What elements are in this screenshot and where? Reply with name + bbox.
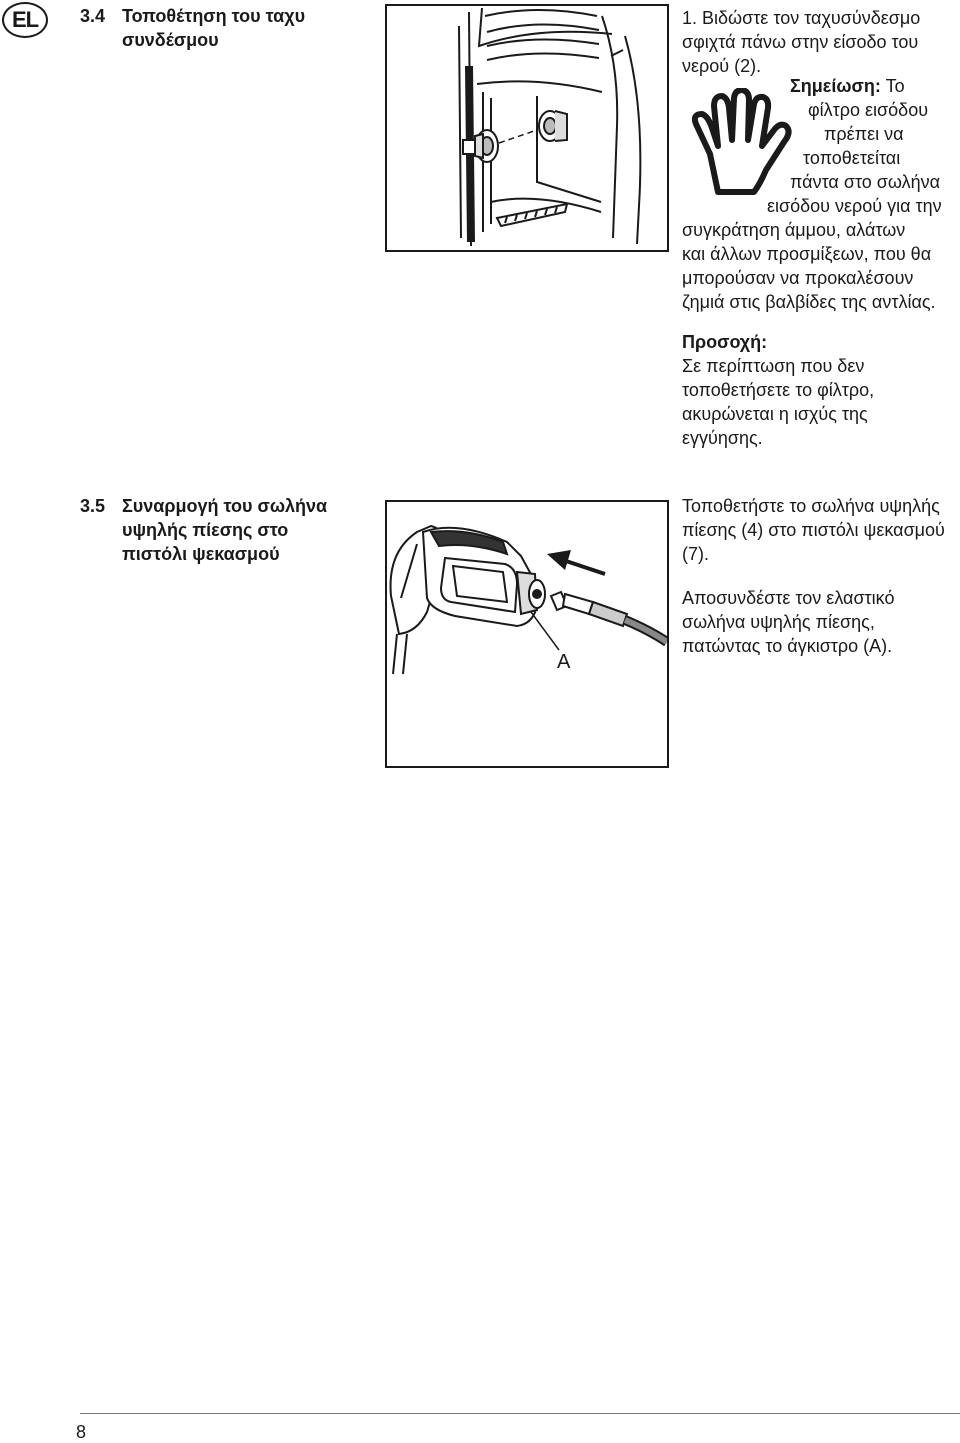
note-line-8: και άλλων προσμίξεων, που θα [682, 244, 932, 264]
note-line-7: συγκράτηση άμμου, αλάτων [682, 220, 906, 240]
section-3-4-title: Τοποθέτηση του ταχυ συνδέσμου [122, 6, 306, 50]
step-1-text: 1. Βιδώστε τον ταχυσύνδεσμο σφιχτά πάνω στην είσοδο του νερού (2). [682, 8, 921, 76]
page-number: 8 [76, 1422, 87, 1442]
section-3-5-paragraph-2: Αποσυνδέστε τον ελαστικό σωλήνα υψηλής πίεσης, πατώντας το άγκιστρο (A). [682, 588, 895, 656]
language-badge: EL [2, 2, 48, 38]
section-3-4-number: 3.4 [80, 6, 106, 26]
note-line-6: εισόδου νερού για την [767, 196, 942, 216]
section-3-5-title: Συναρμογή του σωλήνα υψηλής πίεσης στο πιστόλι ψεκασμού [122, 496, 328, 564]
note-line-10: ζημιά στις βαλβίδες της αντλίας. [682, 292, 936, 312]
warning-hand-icon [688, 88, 800, 200]
spray-gun-hose-illustration [387, 502, 667, 766]
caution-text: Σε περίπτωση που δεν τοποθετήσετε το φίλτρο, ακυρώνεται η ισχύς της εγγύησης. [682, 356, 875, 448]
figure-spray-gun [385, 500, 669, 768]
note-line-4: τοποθετείται [803, 148, 901, 168]
note-line-3: πρέπει να [824, 124, 904, 144]
insertion-arrow-icon [547, 550, 605, 574]
note-line-1 [790, 74, 905, 98]
footer-rule [80, 1413, 960, 1414]
note-line-9: μπορούσαν να προκαλέσουν [682, 268, 914, 288]
figure-label-a: A [557, 651, 571, 673]
figure-water-inlet [385, 4, 669, 252]
caution-label: Προσοχή: [682, 332, 768, 352]
note-line-5: πάντα στο σωλήνα [790, 172, 941, 192]
note-label: Σημείωση: [790, 76, 881, 96]
section-3-5-number: 3.5 [80, 496, 106, 516]
pressure-washer-inlet-illustration [387, 6, 667, 250]
section-3-5-paragraph-1: Τοποθετήστε το σωλήνα υψηλής πίεσης (4) στο πιστόλι ψεκασμού (7). [682, 496, 945, 564]
note-line-1-text: Το [885, 76, 905, 96]
note-line-2: φίλτρο εισόδου [808, 100, 929, 120]
